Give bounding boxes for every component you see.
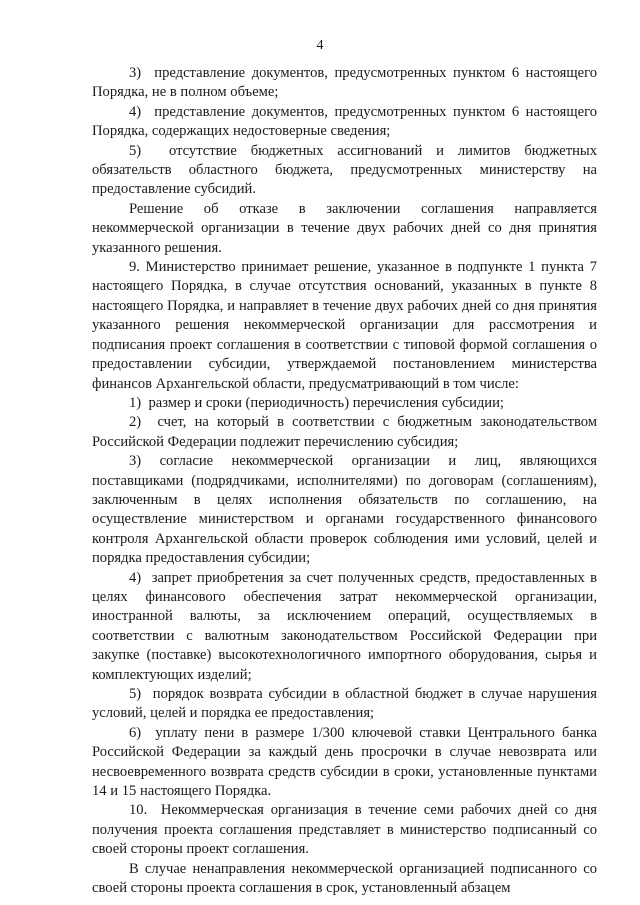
paragraph-item-2: 2) счет, на который в соответствии с бюджетным законодательством Российской Федерации подлежит перечислению субсидия; — [92, 414, 597, 450]
paragraph-item-4: 4) представление документов, предусмотренных пунктом 6 настоящего Порядка, содержащих недостоверные сведения; — [92, 103, 597, 140]
paragraph-item-5-return: 5) порядок возврата субсидии в областной бюджет в случае нарушения условий, целей и порядка ее предоставления; — [92, 686, 597, 722]
paragraph-section-10: 10. Некоммерческая организация в течение семи рабочих дней со дня получения проекта соглашения представляет в министерство подписанный со своей стороны проект соглашения. — [92, 802, 597, 858]
paragraph-section-9: 9. Министерство принимает решение, указанное в подпункте 1 пункта 7 настоящего Порядка, в случае отсутствия оснований, указанных в пункте 8 настоящего Порядка, и направляет в течение двух рабочих дней со дня принятия указанного решения некоммерческой организации для рассмотрения и подписания проект соглашения в соответствии с типовой формой соглашения о предоставлении субсидии, утверждаемой постановлением министерства финансов Архангельской области, предусматривающий в том числе: — [92, 259, 597, 392]
paragraph-refusal-decision: Решение об отказе в заключении соглашения направляется некоммерческой организации в течение двух рабочих дней со дня принятия указанного решения. — [92, 200, 597, 256]
paragraph-non-submission: В случае ненаправления некоммерческой организацией подписанного со своей стороны проекта соглашения в срок, установленный абзацем — [92, 860, 597, 897]
paragraph-item-1: 1) размер и сроки (периодичность) перечисления субсидии; — [129, 394, 504, 411]
paragraph-item-3: 3) представление документов, предусмотренных пунктом 6 настоящего Порядка, не в полном объеме; — [92, 65, 597, 101]
paragraph-item-3-consent: 3) согласие некоммерческой организации и лиц, являющихся поставщиками (подрядчиками, исполнителями) по договорам (соглашениям), заключенным в целях исполнения обязательств по соглашению, на осуществление министерством и органами государственного финансового контроля Архангельской области проверок соблюдения ими условий, целей и порядка предоставления субсидии; — [92, 453, 597, 567]
paragraph-item-6-penalty: 6) уплату пени в размере 1/300 ключевой ставки Центрального банка Российской Федерации за каждый день просрочки в случае невозврата или несвоевременного возврата средств субсидии в сроки, установленные пунктами 14 и 15 настоящего Порядка. — [92, 724, 597, 800]
paragraph-item-4-prohibition: 4) запрет приобретения за счет полученных средств, предоставленных в целях финансового обеспечения затрат некоммерческой организации, иностранной валюты, за исключением операций, осуществляемых в соответствии с валютным законодательством Российской Федерации при закупке (поставке) высокотехнологичного импортного оборудования, сырья и комплектующих изделий; — [92, 569, 597, 683]
document-body — [92, 64, 597, 898]
page-number: 4 — [316, 38, 324, 53]
paragraph-item-5: 5) отсутствие бюджетных ассигнований и лимитов бюджетных обязательств областного бюджета, предусмотренных министерству на предоставление субсидий. — [92, 142, 597, 198]
